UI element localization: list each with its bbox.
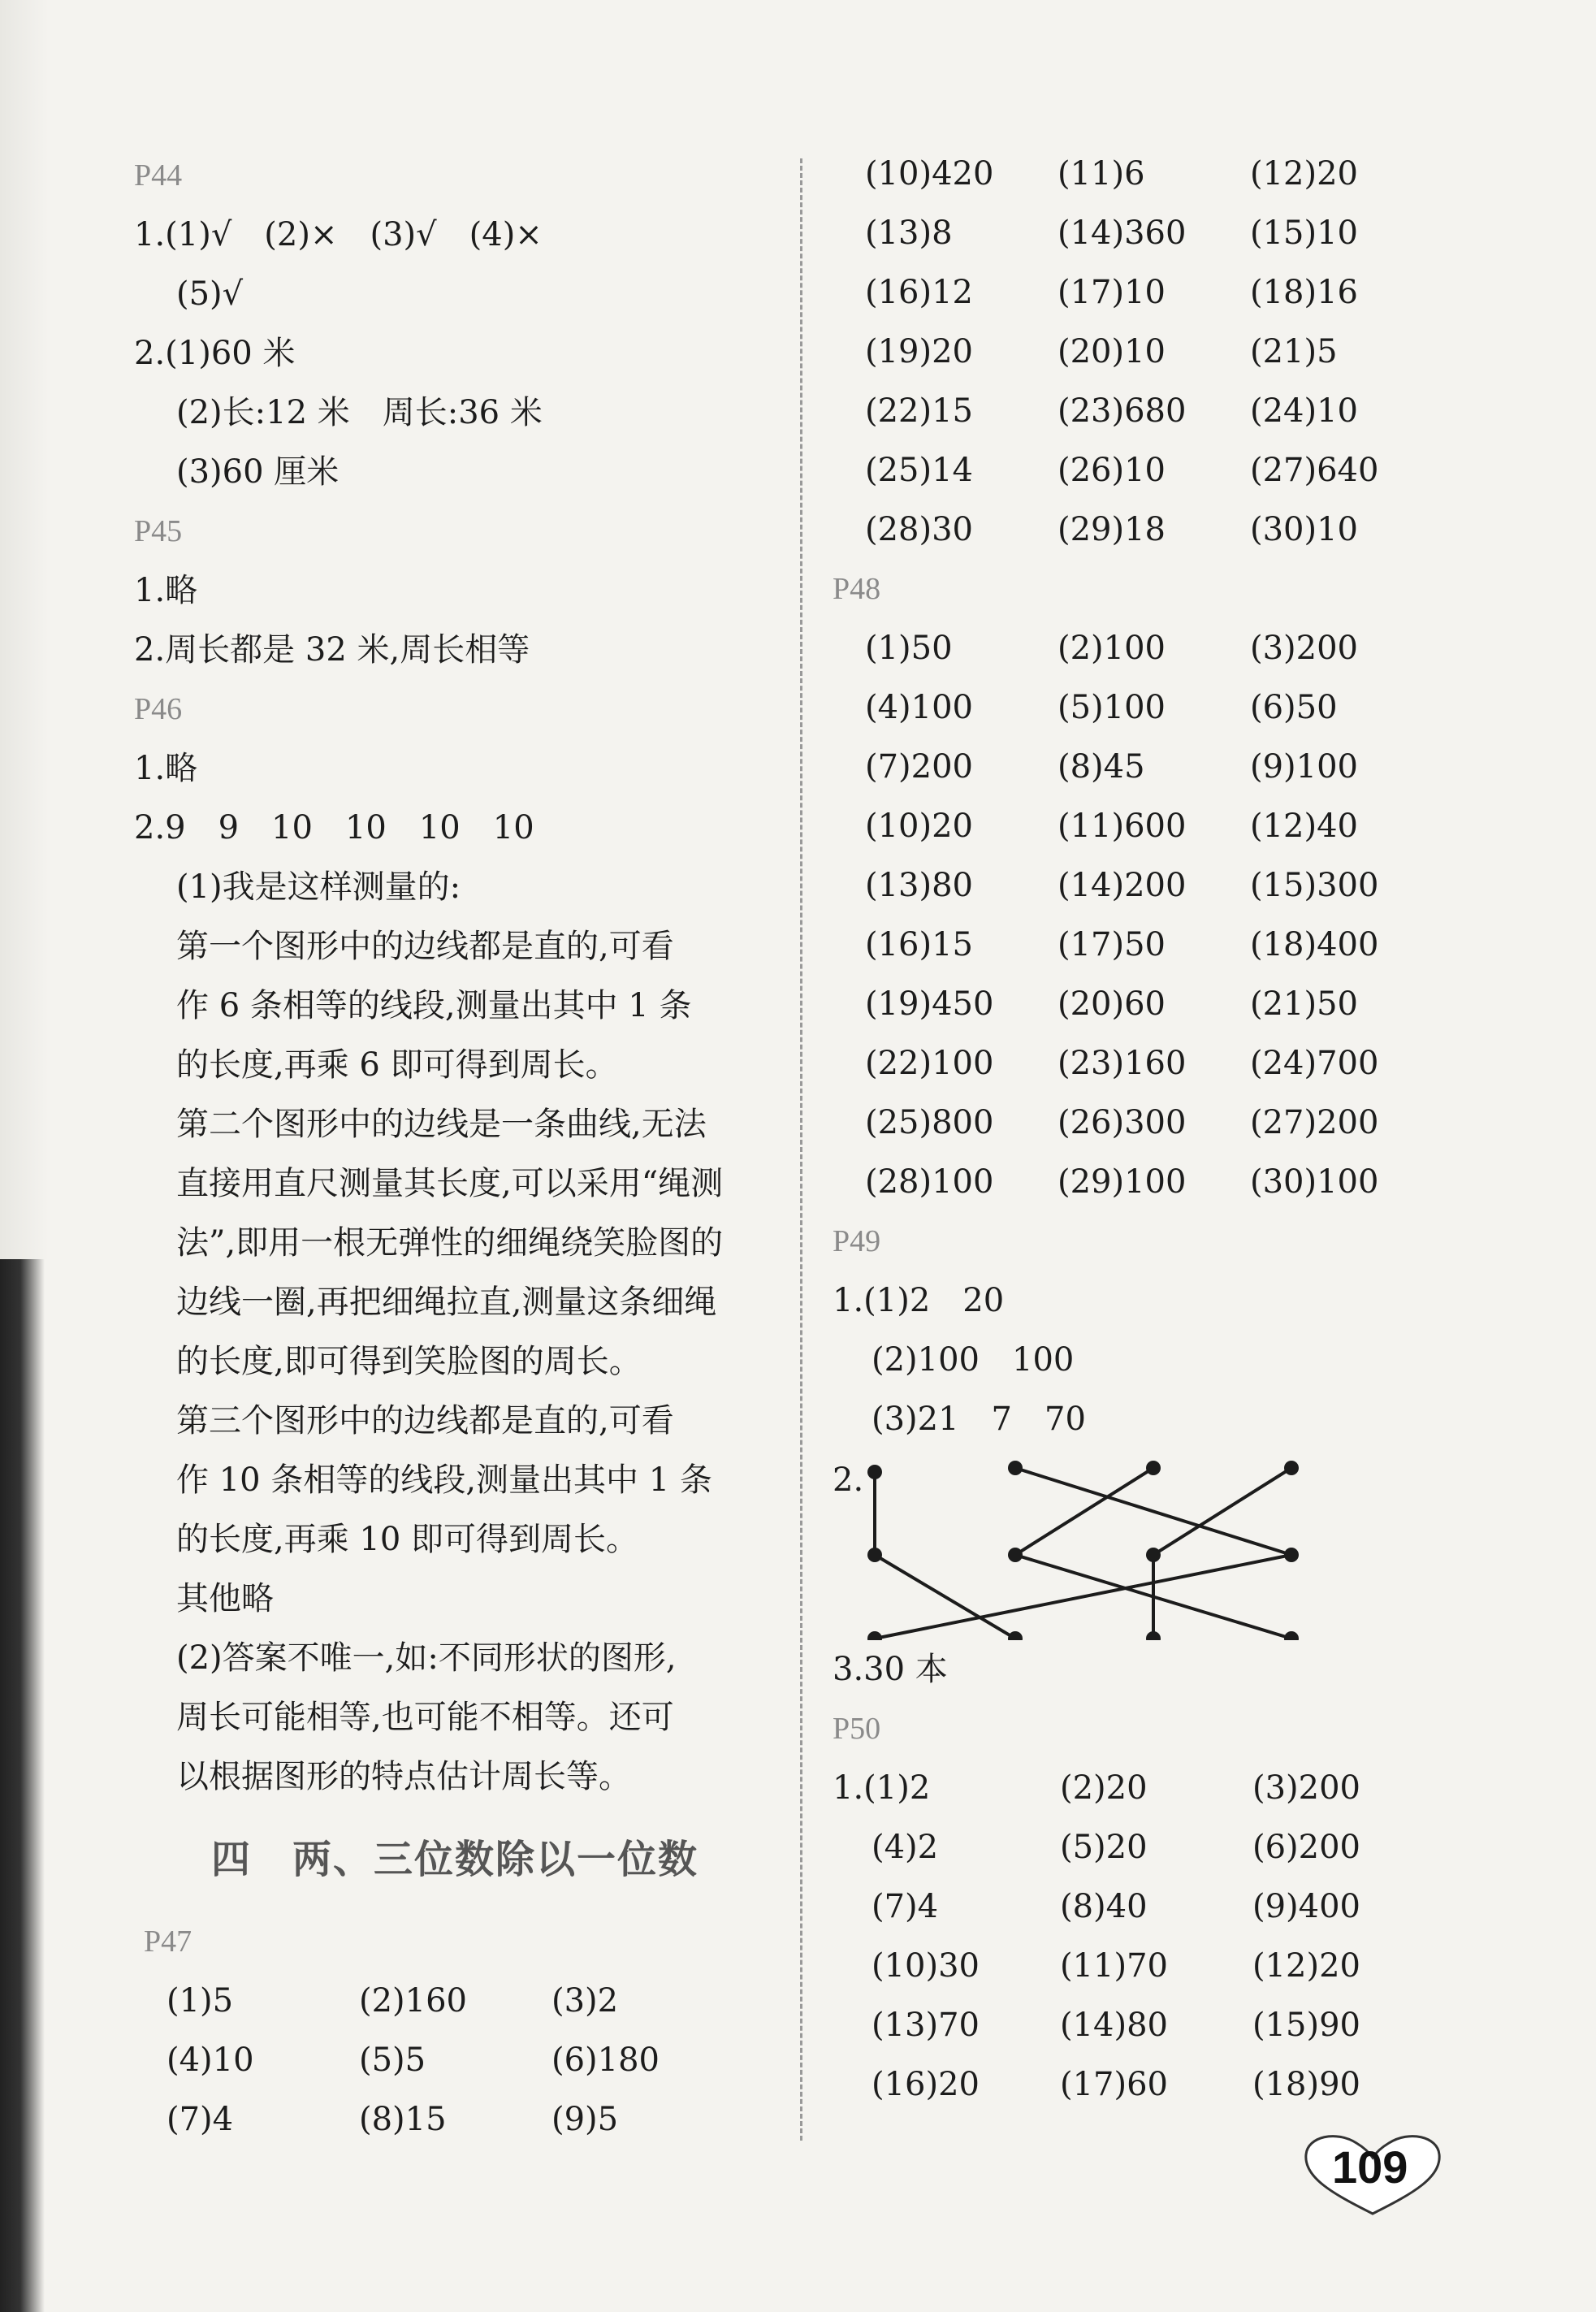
answer-p49-q1-3: (3)21 7 70 bbox=[872, 1401, 1086, 1438]
answer-grid-p47-cont bbox=[833, 145, 1450, 560]
page-number: 109 bbox=[1332, 2141, 1408, 2193]
answer-item: (29)100 bbox=[1058, 1163, 1187, 1201]
answer-item: (7)4 bbox=[872, 1888, 939, 1925]
match-dot bbox=[1284, 1461, 1299, 1475]
answer-item: (22)15 bbox=[865, 392, 974, 430]
answer-item: (2)160 bbox=[359, 1982, 468, 2020]
answer-item: (3)200 bbox=[1252, 1769, 1361, 1807]
text-line: (2)答案不唯一,如:不同形状的图形, bbox=[176, 1639, 677, 1677]
answer-item: (10)420 bbox=[865, 155, 994, 193]
left-column bbox=[134, 146, 784, 2150]
answer-item: 1.(1)2 bbox=[833, 1769, 931, 1807]
answer-p46-explanation bbox=[134, 858, 784, 1807]
match-dot bbox=[1008, 1631, 1023, 1640]
answer-item: (5)5 bbox=[359, 2041, 426, 2079]
answer-item: (1)5 bbox=[167, 1982, 234, 2020]
answer-item: (7)200 bbox=[865, 748, 974, 786]
match-line bbox=[1015, 1468, 1291, 1555]
answer-item: (9)400 bbox=[1252, 1888, 1361, 1925]
answer-item: (28)30 bbox=[865, 511, 974, 548]
answer-item: (11)600 bbox=[1058, 807, 1187, 845]
column-divider bbox=[800, 158, 802, 2141]
answer-p45-q2: 2.周长都是 32 米,周长相等 bbox=[134, 631, 530, 669]
match-dot bbox=[1146, 1461, 1161, 1475]
text-line: (1)我是这样测量的: bbox=[176, 868, 461, 906]
answer-item: (2)20 bbox=[1060, 1769, 1148, 1807]
answer-p45-q1: 1.略 bbox=[134, 572, 198, 609]
page-label-p44: P44 bbox=[134, 158, 183, 193]
text-line: 边线一圈,再把细绳拉直,测量这条细绳 bbox=[176, 1284, 717, 1321]
answer-p44-q2-2: (2)长:12 米 周长:36 米 bbox=[176, 394, 543, 431]
answer-item: (18)16 bbox=[1250, 274, 1359, 311]
answer-item: (4)100 bbox=[865, 689, 974, 726]
answer-item: (14)80 bbox=[1060, 2007, 1169, 2044]
page-label-p46: P46 bbox=[134, 692, 183, 726]
answer-item: (24)700 bbox=[1250, 1045, 1379, 1082]
match-line bbox=[875, 1555, 1291, 1639]
answer-item: (24)10 bbox=[1250, 392, 1359, 430]
text-line: 的长度,再乘 6 即可得到周长。 bbox=[176, 1046, 618, 1084]
answer-item: (6)180 bbox=[551, 2041, 660, 2079]
answer-item: (10)30 bbox=[872, 1947, 980, 1985]
match-dot bbox=[1284, 1548, 1299, 1562]
answer-item: (3)2 bbox=[551, 1982, 619, 2020]
text-line: 周长可能相等,也可能不相等。还可 bbox=[176, 1699, 674, 1736]
match-dot bbox=[1146, 1631, 1161, 1640]
page-label-p49: P49 bbox=[833, 1224, 881, 1258]
answer-grid-p50 bbox=[833, 1759, 1450, 2115]
page-label-p47: P47 bbox=[144, 1925, 192, 1959]
binding-edge bbox=[0, 1259, 45, 2312]
answer-item: (8)45 bbox=[1058, 748, 1145, 786]
match-dot bbox=[867, 1548, 882, 1562]
answer-item: (29)18 bbox=[1058, 511, 1166, 548]
answer-item: (2)100 bbox=[1058, 630, 1166, 667]
answer-item: (16)12 bbox=[865, 274, 974, 311]
page-label-p45: P45 bbox=[134, 514, 183, 548]
match-line bbox=[1153, 1468, 1291, 1555]
question-number: 2. bbox=[833, 1461, 864, 1499]
answer-item: (22)100 bbox=[865, 1045, 994, 1082]
answer-item: (11)70 bbox=[1060, 1947, 1169, 1985]
answer-grid-p48 bbox=[833, 619, 1450, 1212]
page-label-p48: P48 bbox=[833, 572, 881, 606]
answer-item: (13)70 bbox=[872, 2007, 980, 2044]
answer-item: (9)5 bbox=[551, 2101, 619, 2138]
answer-item: (27)640 bbox=[1250, 452, 1379, 489]
answer-item: (12)40 bbox=[1250, 807, 1359, 845]
answer-item: (6)200 bbox=[1252, 1829, 1361, 1866]
answer-item: (3)200 bbox=[1250, 630, 1359, 667]
answer-item: (21)5 bbox=[1250, 333, 1338, 370]
answer-item: (5)20 bbox=[1060, 1829, 1148, 1866]
answer-p44-q1: 1.(1)√ (2)× (3)√ (4)× bbox=[134, 216, 543, 253]
text-line: 的长度,再乘 10 即可得到周长。 bbox=[176, 1521, 639, 1558]
answer-p49-q1: 1.(1)2 20 bbox=[833, 1282, 1005, 1319]
answer-item: (17)60 bbox=[1060, 2066, 1169, 2103]
answer-p49-q3: 3.30 本 bbox=[833, 1651, 948, 1688]
answer-item: (15)10 bbox=[1250, 214, 1359, 252]
match-dot bbox=[867, 1465, 882, 1479]
answer-item: (1)50 bbox=[865, 630, 953, 667]
answer-item: (18)400 bbox=[1250, 926, 1379, 963]
answer-item: (30)100 bbox=[1250, 1163, 1379, 1201]
answer-item: (30)10 bbox=[1250, 511, 1359, 548]
match-dot bbox=[1008, 1461, 1023, 1475]
answer-item: (16)20 bbox=[872, 2066, 980, 2103]
answer-item: (12)20 bbox=[1252, 1947, 1361, 1985]
match-line bbox=[1015, 1468, 1153, 1555]
answer-item: (26)10 bbox=[1058, 452, 1166, 489]
answer-grid-p47 bbox=[134, 1972, 784, 2150]
answer-item: (8)40 bbox=[1060, 1888, 1148, 1925]
answer-item: (28)100 bbox=[865, 1163, 994, 1201]
answer-item: (10)20 bbox=[865, 807, 974, 845]
answer-item: (14)200 bbox=[1058, 867, 1187, 904]
text-line: 作 10 条相等的线段,测量出其中 1 条 bbox=[176, 1461, 712, 1499]
match-dot bbox=[1146, 1548, 1161, 1562]
answer-item: (5)100 bbox=[1058, 689, 1166, 726]
answer-item: (23)680 bbox=[1058, 392, 1187, 430]
answer-item: (19)450 bbox=[865, 985, 994, 1023]
answer-item: (23)160 bbox=[1058, 1045, 1187, 1082]
answer-item: (6)50 bbox=[1250, 689, 1338, 726]
answer-item: (20)10 bbox=[1058, 333, 1166, 370]
text-line: 直接用直尺测量其长度,可以采用“绳测 bbox=[176, 1165, 724, 1202]
answer-item: (25)800 bbox=[865, 1104, 994, 1141]
answer-p49-q2 bbox=[833, 1449, 1450, 1640]
right-column bbox=[833, 145, 1450, 2115]
text-line: 第一个图形中的边线都是直的,可看 bbox=[176, 928, 674, 965]
answer-item: (13)80 bbox=[865, 867, 974, 904]
answer-item: (8)15 bbox=[359, 2101, 447, 2138]
text-line: 第三个图形中的边线都是直的,可看 bbox=[176, 1402, 674, 1440]
answer-item: (18)90 bbox=[1252, 2066, 1361, 2103]
text-line: 的长度,即可得到笑脸图的周长。 bbox=[176, 1343, 642, 1380]
match-dot bbox=[1284, 1631, 1299, 1640]
answer-item: (17)50 bbox=[1058, 926, 1166, 963]
answer-item: (14)360 bbox=[1058, 214, 1187, 252]
text-line: 第二个图形中的边线是一条曲线,无法 bbox=[176, 1106, 707, 1143]
answer-item: (13)8 bbox=[865, 214, 953, 252]
answer-item: (21)50 bbox=[1250, 985, 1359, 1023]
answer-p44-q2-3: (3)60 厘米 bbox=[176, 453, 340, 491]
answer-item: (11)6 bbox=[1058, 155, 1145, 193]
matching-diagram bbox=[833, 1449, 1320, 1640]
text-line: 法”,即用一根无弹性的细绳绕笑脸图的 bbox=[176, 1224, 724, 1262]
answer-item: (15)90 bbox=[1252, 2007, 1361, 2044]
answer-item: (25)14 bbox=[865, 452, 974, 489]
text-line: 以根据图形的特点估计周长等。 bbox=[176, 1758, 631, 1795]
page-shadow bbox=[0, 0, 49, 1259]
answer-p46-q1: 1.略 bbox=[134, 750, 198, 787]
answer-item: (17)10 bbox=[1058, 274, 1166, 311]
answer-p49-q1-2: (2)100 100 bbox=[872, 1341, 1075, 1379]
answer-p46-q2: 2.9 9 10 10 10 10 bbox=[134, 809, 534, 846]
answer-item: (16)15 bbox=[865, 926, 974, 963]
text-line: 其他略 bbox=[176, 1580, 274, 1617]
text-line: 作 6 条相等的线段,测量出其中 1 条 bbox=[176, 987, 692, 1024]
page-label-p50: P50 bbox=[833, 1712, 881, 1746]
answer-item: (7)4 bbox=[167, 2101, 234, 2138]
answer-p44-q1-cont: (5)√ bbox=[176, 275, 244, 313]
section-title: 四 两、三位数除以一位数 bbox=[211, 1837, 699, 1882]
answer-item: (4)2 bbox=[872, 1829, 939, 1866]
answer-item: (20)60 bbox=[1058, 985, 1166, 1023]
answer-item: (9)100 bbox=[1250, 748, 1359, 786]
answer-p44-q2-1: 2.(1)60 米 bbox=[134, 335, 296, 372]
answer-item: (12)20 bbox=[1250, 155, 1359, 193]
answer-item: (19)20 bbox=[865, 333, 974, 370]
match-dot bbox=[867, 1631, 882, 1640]
answer-item: (15)300 bbox=[1250, 867, 1379, 904]
answer-item: (27)200 bbox=[1250, 1104, 1379, 1141]
match-dot bbox=[1008, 1548, 1023, 1562]
answer-item: (26)300 bbox=[1058, 1104, 1187, 1141]
answer-item: (4)10 bbox=[167, 2041, 254, 2079]
